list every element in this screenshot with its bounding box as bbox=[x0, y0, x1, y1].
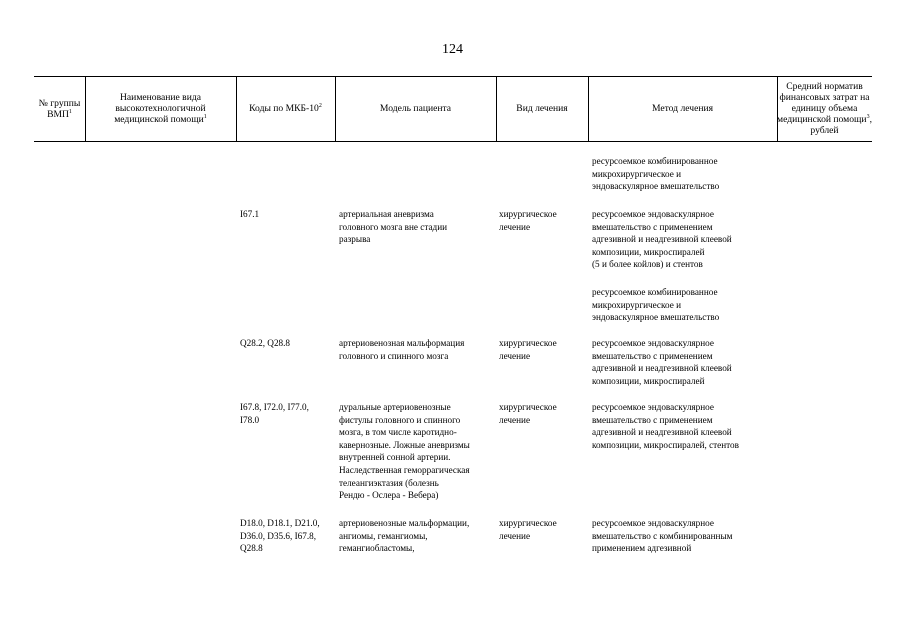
row-icd-codes: I67.1 bbox=[240, 209, 260, 219]
row-treatment-type: хирургическое лечение bbox=[499, 518, 557, 541]
row-icd-codes: D18.0, D18.1, D21.0, D36.0, D35.6, I67.8, Q28.8 bbox=[240, 518, 320, 554]
footnote-mark: 2 bbox=[318, 102, 322, 109]
row-treatment-type: хирургическое лечение bbox=[499, 338, 557, 361]
header-bottom-rule bbox=[34, 141, 872, 142]
footnote-mark: 1 bbox=[203, 113, 207, 120]
row-icd-codes: Q28.2, Q28.8 bbox=[240, 338, 291, 348]
header-treatment-type bbox=[496, 76, 588, 141]
row-method: ресурсоемкое эндоваскулярное вмешательство с применением адгезивной и неадгезивной клеевой композиции, микроспиралей, стентов bbox=[592, 402, 739, 450]
row-patient-model: артериовенозные мальформации, ангиомы, гемангиомы, гемангиобластомы, bbox=[339, 518, 470, 554]
header-care-type-label: Наименование вида высокотехнологичной медицинской помощи bbox=[114, 92, 206, 125]
header-treatment-method bbox=[588, 76, 777, 141]
row-method: ресурсоемкое эндоваскулярное вмешательство с комбинированным применением адгезивной bbox=[592, 518, 733, 554]
footnote-mark: 1 bbox=[68, 108, 72, 115]
header-cost-norm-suffix: , рублей bbox=[810, 114, 872, 136]
row-icd-codes: I67.8, I72.0, I77.0, I78.0 bbox=[240, 402, 309, 425]
row-patient-model: артериовенозная мальформация головного и спинного мозга bbox=[339, 338, 465, 361]
header-group-number bbox=[34, 76, 85, 141]
header-treatment-type-label: Вид лечения bbox=[516, 103, 568, 114]
row-patient-model: дуральные артериовенозные фистулы головного и спинного мозга, в том числе каротидно- кавернозные. Ложные аневризмы внутренней сонной артерии. Наследственная геморрагическая телеангиэктазия (болезнь Рендю - Ослера - Вебера) bbox=[339, 402, 470, 501]
row-method: ресурсоемкое эндоваскулярное вмешательство с применением адгезивной и неадгезивной клеевой композиции, микроспиралей bbox=[592, 338, 732, 386]
header-group-number-label: № группы ВМП bbox=[38, 97, 81, 120]
header-patient-model bbox=[335, 76, 496, 141]
footnote-mark: 3 bbox=[866, 113, 870, 120]
row-treatment-type: хирургическое лечение bbox=[499, 209, 557, 232]
row-method: ресурсоемкое комбинированное микрохирургическое и эндоваскулярное вмешательство bbox=[592, 287, 720, 323]
header-patient-model-label: Модель пациента bbox=[379, 103, 452, 114]
row-patient-model: артериальная аневризма головного мозга вне стадии разрыва bbox=[339, 209, 448, 245]
row-treatment-type: хирургическое лечение bbox=[499, 402, 557, 425]
row-method: ресурсоемкое эндоваскулярное вмешательство с применением адгезивной и неадгезивной клеевой композиции, микроспиралей (5 и более койлов) и стентов bbox=[592, 209, 732, 270]
header-treatment-method-label: Метод лечения bbox=[651, 103, 714, 114]
header-icd-codes-label: Коды по МКБ-10 bbox=[249, 103, 319, 114]
header-cost-norm-label: Средний норматив финансовых затрат на единицу объема медицинской помощи bbox=[777, 81, 870, 125]
row-method: ресурсоемкое комбинированное микрохирургическое и эндоваскулярное вмешательство bbox=[592, 156, 720, 192]
header-cost-norm bbox=[777, 76, 872, 141]
header-icd-codes bbox=[236, 76, 335, 141]
header-care-type bbox=[85, 76, 236, 141]
page-number: 124 bbox=[442, 42, 463, 57]
